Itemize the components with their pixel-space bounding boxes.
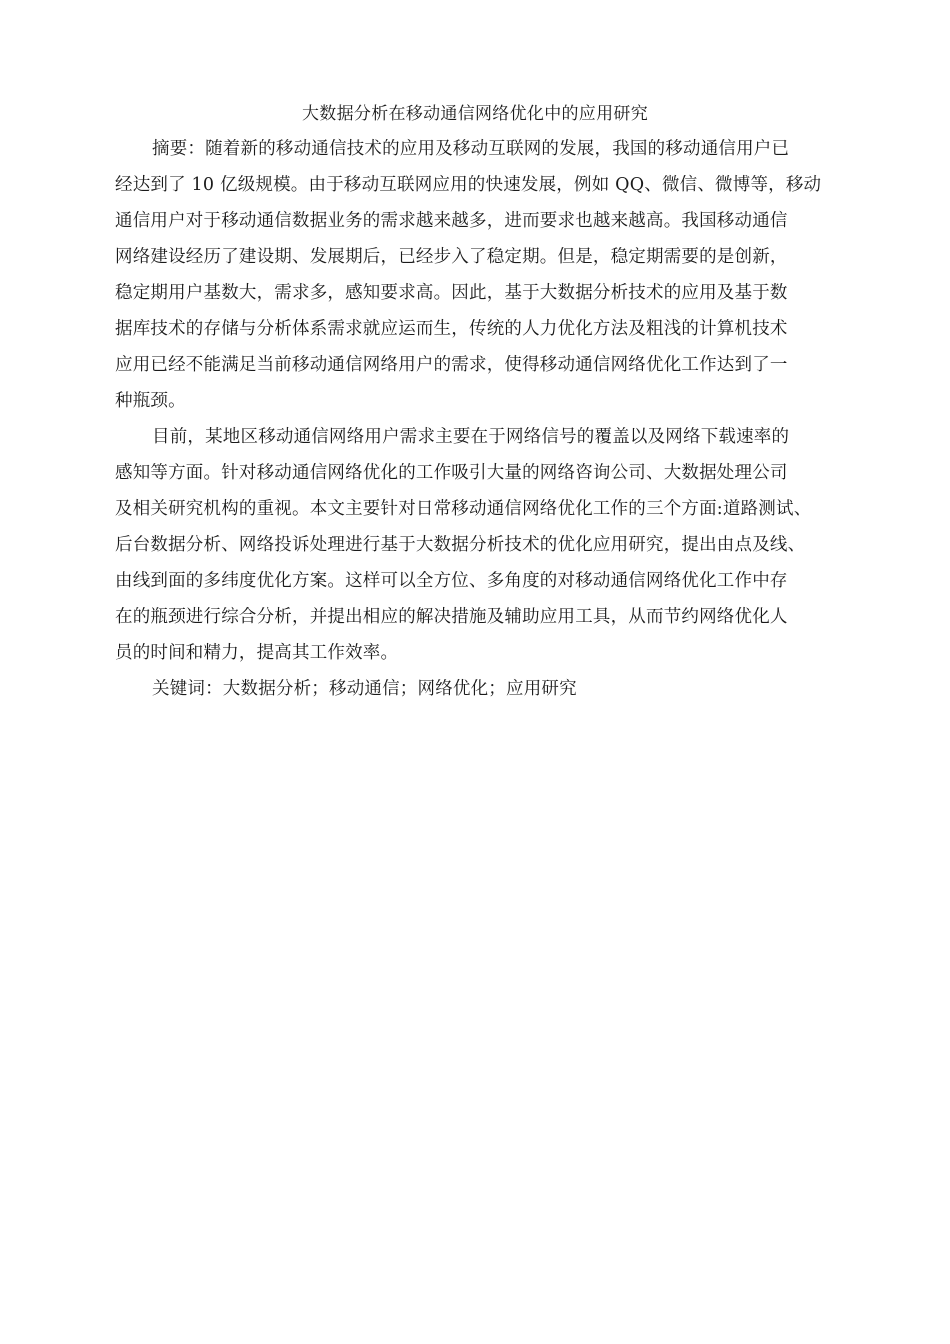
abstract-line: 稳定期用户基数大，需求多，感知要求高。因此，基于大数据分析技术的应用及基于数 (115, 283, 788, 303)
body-line: 员的时间和精力，提高其工作效率。 (115, 643, 399, 663)
abstract-line: 经达到了 10 亿级规模。由于移动互联网应用的快速发展，例如 QQ、微信、微博等，移动 (115, 175, 822, 195)
abstract-line: 据库技术的存储与分析体系需求就应运而生，传统的人力优化方法及粗浅的计算机技术 (115, 319, 788, 339)
abstract-line: 应用已经不能满足当前移动通信网络用户的需求，使得移动通信网络优化工作达到了一 (115, 355, 788, 375)
abstract-line: 种瓶颈。 (115, 391, 186, 411)
body-line: 由线到面的多纬度优化方案。这样可以全方位、多角度的对移动通信网络优化工作中存 (115, 571, 788, 591)
body-line: 目前，某地区移动通信网络用户需求主要在于网络信号的覆盖以及网络下载速率的 (152, 427, 790, 447)
body-line: 在的瓶颈进行综合分析，并提出相应的解决措施及辅助应用工具，从而节约网络优化人 (115, 607, 788, 627)
document-title: 大数据分析在移动通信网络优化中的应用研究 (302, 104, 648, 124)
abstract-line: 网络建设经历了建设期、发展期后，已经步入了稳定期。但是，稳定期需要的是创新， (115, 247, 788, 267)
body-line: 感知等方面。针对移动通信网络优化的工作吸引大量的网络咨询公司、大数据处理公司 (115, 463, 788, 483)
body-line: 及相关研究机构的重视。本文主要针对日常移动通信网络优化工作的三个方面:道路测试、 (115, 499, 812, 519)
abstract-line: 通信用户对于移动通信数据业务的需求越来越多，进而要求也越来越高。我国移动通信 (115, 211, 788, 231)
body-line: 后台数据分析、网络投诉处理进行基于大数据分析技术的优化应用研究，提出由点及线、 (115, 535, 806, 555)
abstract-line: 摘要：随着新的移动通信技术的应用及移动互联网的发展，我国的移动通信用户已 (152, 139, 790, 159)
keywords-line: 关键词：大数据分析；移动通信；网络优化；应用研究 (152, 679, 577, 699)
